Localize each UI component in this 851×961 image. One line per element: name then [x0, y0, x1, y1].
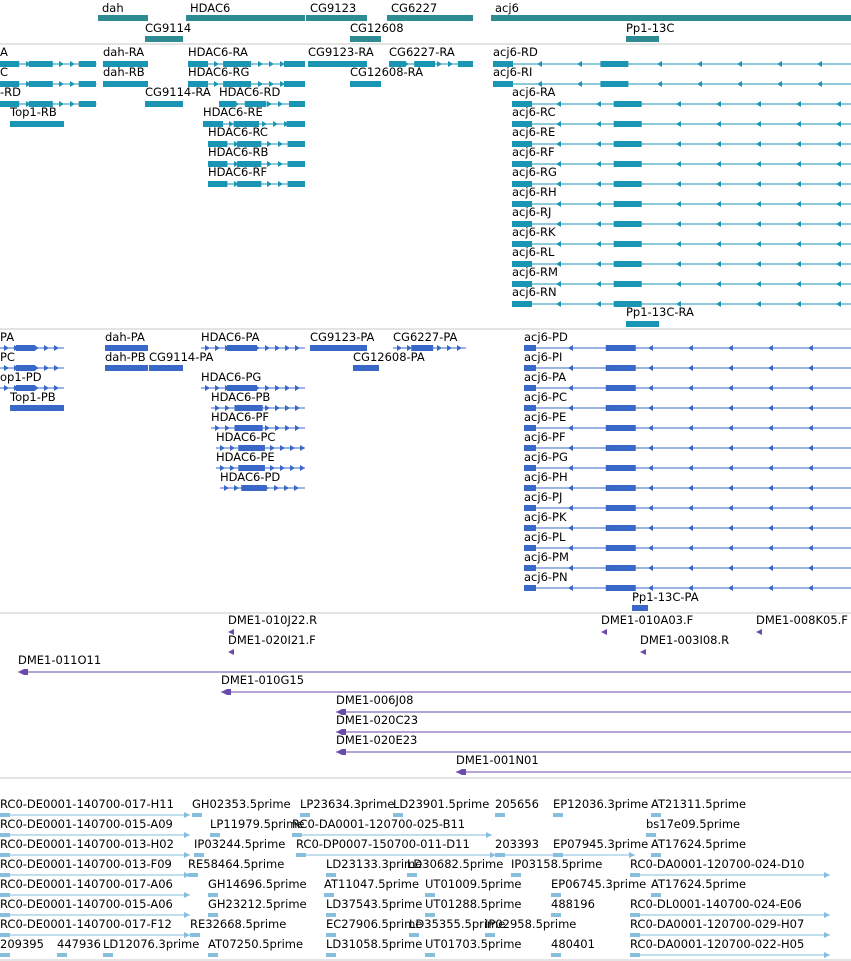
clone-label: 209395: [0, 937, 44, 951]
transcript-label: HDAC6-RD: [219, 85, 281, 99]
protein-label: acj6-PJ: [524, 490, 563, 504]
protein-label: acj6-PG: [524, 450, 568, 464]
protein-label: acj6-PC: [524, 390, 567, 404]
clone-label: LD30682.5prime: [407, 857, 504, 871]
clone-label: LD23901.5prime: [393, 797, 490, 811]
clone-label: AT17624.5prime: [651, 877, 747, 891]
gene-label: Pp1-13C: [626, 21, 675, 35]
clone-label: UT01009.5prime: [425, 877, 522, 891]
protein-label: acj6-PF: [524, 430, 566, 444]
clone-label: EP06745.3prime: [551, 877, 647, 891]
clone-label: 203393: [495, 837, 539, 851]
protein-label: acj6-PI: [524, 350, 563, 364]
transcript-label: Top1-RB: [10, 105, 57, 119]
clone-label: 447936: [57, 937, 101, 951]
transcript-label: CG6227-RA: [389, 45, 455, 59]
transcript-label: acj6-RF: [512, 145, 555, 159]
est-label: DME1-020E23: [336, 733, 418, 747]
clone-label: GH14696.5prime: [208, 877, 307, 891]
clone-label: RC0-DE0001-140700-017-F12: [0, 917, 172, 931]
transcript-label: HDAC6-RB: [208, 145, 269, 159]
protein-label: PA: [0, 330, 15, 344]
transcript-label: C: [0, 65, 9, 79]
protein-label: CG12608-PA: [353, 350, 425, 364]
clone-label: LD31058.5prime: [326, 937, 423, 951]
transcript-label: acj6-RN: [512, 285, 557, 299]
clone-label: LD37543.5prime: [326, 897, 423, 911]
protein-label: acj6-PA: [524, 370, 567, 384]
transcript-label: HDAC6-RF: [208, 165, 268, 179]
clone-label: RC0-DA0001-120700-024-D10: [630, 857, 805, 871]
clone-label: EP07945.3prime: [553, 837, 649, 851]
gene-label: CG9114: [145, 21, 192, 35]
clone-label: 480401: [551, 937, 595, 951]
clone-label: bs17e09.5prime: [646, 817, 741, 831]
transcript-label: HDAC6-RE: [203, 105, 263, 119]
transcript-label: acj6-RJ: [512, 205, 552, 219]
protein-label: acj6-PN: [524, 570, 568, 584]
clone-label: EP12036.3prime: [553, 797, 649, 811]
protein-label: dah-PB: [105, 350, 146, 364]
clone-label: LD35355.5prime: [409, 917, 506, 931]
transcript-label: CG9114-RA: [145, 85, 211, 99]
est-label: DME1-011O11: [18, 653, 102, 667]
protein-label: acj6-PM: [524, 550, 569, 564]
clone-label: RC0-DE0001-140700-015-A06: [0, 897, 173, 911]
clone-label: UT01288.5prime: [425, 897, 522, 911]
transcript-label: CG9123-RA: [308, 45, 374, 59]
transcript-label: A: [0, 45, 8, 59]
clone-label: AT07250.5prime: [208, 937, 304, 951]
clone-label: RC0-DE0001-140700-013-H02: [0, 837, 174, 851]
clone-label: EC27906.5prime: [326, 917, 423, 931]
clone-label: UT01703.5prime: [425, 937, 522, 951]
protein-label: CG9114-PA: [149, 350, 214, 364]
est-label: DME1-010G15: [221, 673, 305, 687]
clone-label: RC0-DP0007-150700-011-D11: [296, 837, 470, 851]
protein-label: acj6-PL: [524, 530, 566, 544]
transcript-label: HDAC6-RG: [188, 65, 250, 79]
protein-label: Top1-PB: [10, 390, 56, 404]
protein-label: acj6-PH: [524, 470, 568, 484]
clone-label: RE58464.5prime: [188, 857, 285, 871]
clone-label: AT17624.5prime: [651, 837, 747, 851]
clone-label: RC0-DA0001-120700-022-H05: [630, 937, 805, 951]
clone-label: RC0-DE0001-140700-017-H11: [0, 797, 174, 811]
protein-label: acj6-PK: [524, 510, 567, 524]
transcript-label: acj6-RI: [493, 65, 533, 79]
transcript-label: dah-RB: [103, 65, 145, 79]
gene-label: dah: [102, 1, 124, 15]
est-label: DME1-010A03.F: [601, 613, 694, 627]
protein-label: HDAC6-PB: [211, 390, 271, 404]
clone-label: GH23212.5prime: [208, 897, 307, 911]
gene-label: CG9123: [310, 1, 357, 15]
protein-label: HDAC6-PA: [201, 330, 260, 344]
transcript-label: HDAC6-RC: [208, 125, 268, 139]
protein-label: op1-PD: [0, 370, 42, 384]
transcript-label: acj6-RA: [512, 85, 556, 99]
clone-label: RC0-DE0001-140700-013-F09: [0, 857, 172, 871]
transcript-label: dah-RA: [103, 45, 145, 59]
clone-label: IP03244.5prime: [194, 837, 286, 851]
est-label: DME1-010J22.R: [228, 613, 318, 627]
clone-label: LD23133.3prime: [326, 857, 423, 871]
transcript-label: acj6-RH: [512, 185, 557, 199]
transcript-label: acj6-RM: [512, 265, 558, 279]
clone-label: AT11047.5prime: [324, 877, 420, 891]
clone-label: LP23634.3prime: [300, 797, 395, 811]
protein-label: CG6227-PA: [393, 330, 458, 344]
transcript-label: acj6-RE: [512, 125, 556, 139]
transcript-label: CG12608-RA: [350, 65, 424, 79]
transcript-label: acj6-RK: [512, 225, 556, 239]
est-label: DME1-020C23: [336, 713, 419, 727]
clone-label: LD12076.3prime: [103, 937, 200, 951]
protein-label: HDAC6-PD: [220, 470, 281, 484]
protein-label: acj6-PE: [524, 410, 567, 424]
clone-label: 488196: [551, 897, 595, 911]
clone-label: RC0-DE0001-140700-015-A09: [0, 817, 173, 831]
est-label: DME1-003I08.R: [640, 633, 730, 647]
transcript-label: acj6-RG: [512, 165, 557, 179]
clone-label: IP03158.5prime: [511, 857, 603, 871]
protein-label: HDAC6-PC: [216, 430, 276, 444]
gene-label: HDAC6: [190, 1, 231, 15]
transcript-label: HDAC6-RA: [188, 45, 248, 59]
protein-label: PC: [0, 350, 15, 364]
transcript-label: acj6-RC: [512, 105, 556, 119]
protein-label: HDAC6-PF: [211, 410, 270, 424]
protein-label: acj6-PD: [524, 330, 568, 344]
transcript-label: acj6-RD: [493, 45, 538, 59]
protein-label: Pp1-13C-PA: [632, 590, 699, 604]
transcript-label: -RD: [0, 85, 21, 99]
clone-label: 205656: [495, 797, 539, 811]
est-label: DME1-008K05.F: [756, 613, 848, 627]
transcript-label: acj6-RL: [512, 245, 555, 259]
clone-label: IP02958.5prime: [485, 917, 577, 931]
transcript-label: Pp1-13C-RA: [626, 305, 694, 319]
clone-label: RC0-DA0001-120700-029-H07: [630, 917, 805, 931]
clone-label: GH02353.5prime: [192, 797, 291, 811]
est-label: DME1-020I21.F: [228, 633, 316, 647]
clone-label: AT21311.5prime: [651, 797, 747, 811]
clone-label: LP11979.5prime: [210, 817, 305, 831]
clone-label: RC0-DE0001-140700-017-A06: [0, 877, 173, 891]
protein-label: HDAC6-PE: [216, 450, 275, 464]
protein-label: dah-PA: [105, 330, 145, 344]
clone-label: RC0-DA0001-120700-025-B11: [292, 817, 466, 831]
gene-label: acj6: [495, 1, 519, 15]
clone-label: RC0-DL0001-140700-024-E06: [630, 897, 802, 911]
protein-label: HDAC6-PG: [201, 370, 262, 384]
est-label: DME1-001N01: [456, 753, 539, 767]
est-label: DME1-006J08: [336, 693, 414, 707]
gene-label: CG6227: [391, 1, 438, 15]
clone-label: RE32668.5prime: [190, 917, 287, 931]
gene-label: CG12608: [350, 21, 404, 35]
protein-label: CG9123-PA: [310, 330, 375, 344]
